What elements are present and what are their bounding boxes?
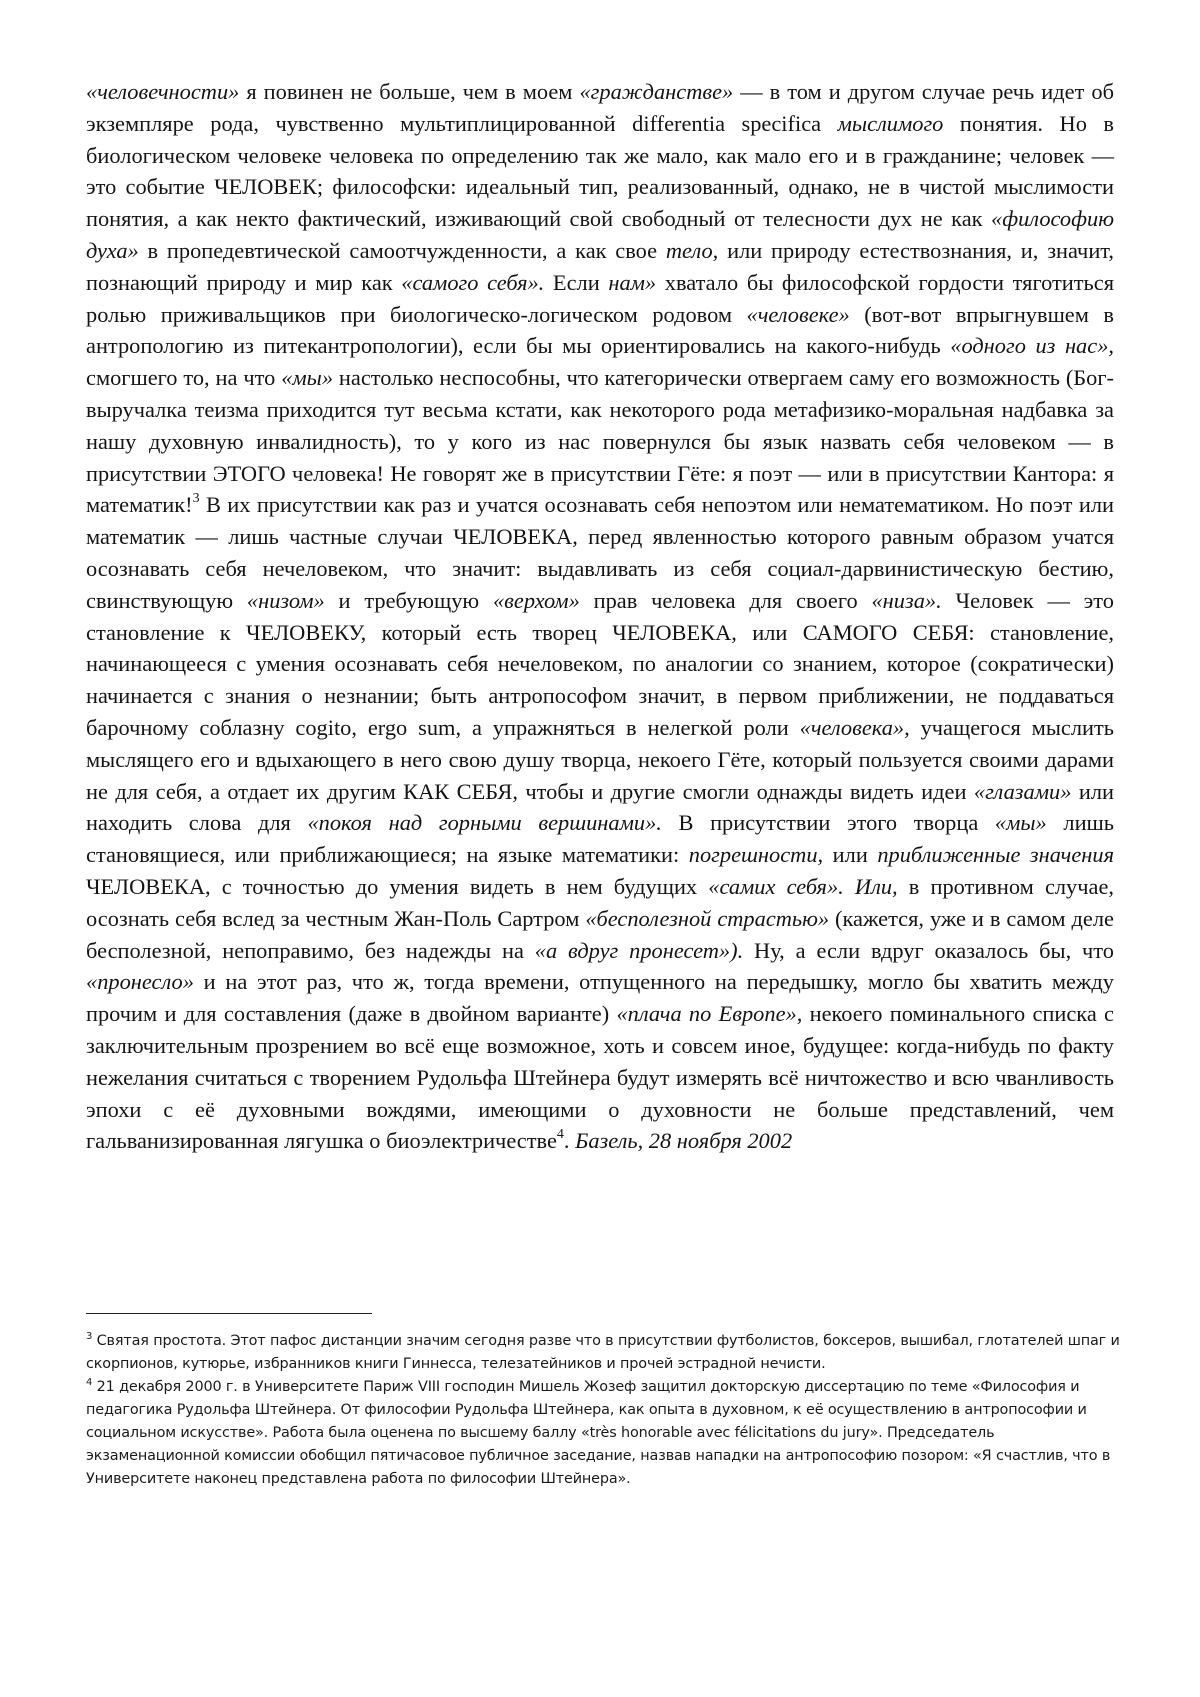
italic-term: «а вдруг пронесет»). (534, 937, 744, 963)
italic-term: тело, (665, 237, 719, 263)
italic-term: «верхом» (492, 587, 580, 613)
text-run: лишь становящиеся, или приближающиеся; на языке математики: (86, 810, 1114, 868)
text-run: В их присутствии как раз и учатся осознавать себя непоэтом или нематематиком. Но поэт или математик — лишь частные случаи ЧЕЛОВЕКА, перед явленностью которого равным образом учатся осознавать себя нечеловеком, что значит: выдавливать из себя социал-дарвинистическую бестию, свинствующую (86, 492, 1114, 613)
italic-term: приближенные значения (877, 842, 1114, 868)
italic-term: погрешности, (688, 842, 824, 868)
italic-term: «философию духа» (86, 206, 1114, 263)
italic-term: «человека», (799, 714, 910, 740)
italic-term: «самого себя». (401, 269, 545, 295)
footnote-3 (86, 1330, 1126, 1376)
italic-term: «гражданстве» (579, 79, 734, 104)
italic-term: «мы» (281, 365, 334, 391)
text-run: или (823, 842, 878, 868)
text-run: Если (544, 269, 609, 295)
place-date: Базель, 28 ноября 2002 (575, 1128, 793, 1154)
footnote-marker: 3 (86, 1331, 93, 1343)
text-run: учащегося мыслить мыслящего его и вдыхающего в него свою душу творца, некоего Гёте, который пользуется своими дарами не для себя, а отдает их другим КАК СЕБЯ, чтобы и другие смогли однажды видеть идеи (86, 714, 1114, 804)
text-run: или природу естествознания, и, значит, познающий природу и мир как (86, 237, 1114, 295)
text-run: Человек — это становление к ЧЕЛОВЕКУ, который есть творец ЧЕЛОВЕКА, или САМОГО СЕБЯ: становление, начинающееся с умения осознавать себя нечеловеком, по аналогии со знанием, которое (сократически) начинается с знания о незнании; быть антропософом значит, в первом приближении, не поддаваться барочному соблазну cogito, ergo sum, а упражняться в нелегкой роли (86, 587, 1114, 740)
text-run: я повинен не больше, чем в моем (239, 79, 580, 104)
italic-term: «плача по Европе», (616, 1001, 803, 1027)
italic-term: нам» (608, 269, 657, 295)
footnote-ref-4[interactable]: 4 (556, 1126, 564, 1142)
footnote-marker: 4 (86, 1377, 93, 1389)
italic-term: «низа». (871, 587, 942, 613)
text-run: (вот-вот впрыгнувшем в антропологию из питекантропологии), если бы мы ориентировались на какого-нибудь (86, 301, 1114, 359)
text-run: . (563, 1128, 576, 1154)
italic-term: «самих себя». Или, (708, 873, 898, 899)
italic-term: «покоя над горными вершинами». (307, 810, 662, 836)
main-paragraph (86, 76, 1114, 1157)
text-run: и на этот раз, что ж, тогда времени, отпущенного на передышку, могло бы хватить между прочим и для составления (даже в двойном варианте) (86, 969, 1114, 1027)
footnote-divider (86, 1313, 372, 1314)
footnote-4 (86, 1376, 1126, 1491)
text-run: прав человека для своего (579, 587, 872, 613)
text-run: — в том и другом случае речь идет об экземпляре рода, чувственно мультиплицированной differentia specifica (86, 79, 1114, 136)
text-run: некоего поминального списка с заключительным прозрением во всё еще возможное, хоть и совсем иное, будущее: когда-нибудь по факту нежелания считаться с творением Рудольфа Штейнера будут измерять всё ничтожество и всю чванливость эпохи с её духовными вождями, имеющими о духовности не больше представлений, чем гальванизированная лягушка о биоэлектричестве (86, 1001, 1114, 1154)
italic-term: «глазами» (973, 778, 1072, 804)
italic-term: «мы» (994, 810, 1047, 836)
text-run: смогшего то, на что (86, 365, 282, 391)
italic-term: мыслимого (837, 110, 944, 136)
footnote-text: 21 декабря 2000 г. в Университете Париж VIII господин Мишель Жозеф защитил докторскую диссертацию по теме «Философия и педагогика Рудольфа Штейнера. От философии Рудольфа Штейнера, как опыта в духовном, к её осуществлению в антропософии и социальном искусстве». Работа была оценена по высшему баллу «très honorable avec félicitations du jury». Председатель экзаменационной комиссии обобщил пятичасовое публичное заседание, назвав нападки на антропософию позором: «Я счастлив, что в Университете наконец представлена работа по философии Штейнера». (86, 1379, 1111, 1487)
footnote-ref-3[interactable]: 3 (192, 490, 200, 506)
text-run: в противном случае, осознать себя вслед за честным Жан-Поль Сартром (86, 873, 1114, 931)
text-run: в пропедевтической самоотчужденности, а как свое (138, 237, 666, 263)
text-run: Ну, а если вдруг оказалось бы, что (743, 937, 1114, 963)
text-run: ЧЕЛОВЕКА, с точностью до умения видеть в нем будущих (86, 873, 709, 899)
text-run: понятия. Но в биологическом человеке человека по определению так же мало, как мало его и в гражданине; человек — это событие ЧЕЛОВЕК; философски: идеальный тип, реализованный, однако, не в чистой мыслимости понятия, а как некто фактический, изживающий свой свободный от телесности дух не как (86, 110, 1114, 232)
italic-term: «человеке» (746, 301, 850, 327)
text-run: хватало бы философской гордости тяготиться ролью приживальщиков при биологическо-логическом родовом (86, 269, 1114, 327)
italic-term: «человечности» (86, 79, 240, 104)
italic-term: «пронесло» (86, 969, 194, 995)
italic-term: «одного из нас», (950, 333, 1114, 359)
italic-term: «бесполезной страстью» (585, 905, 830, 931)
text-run: настолько неспособны, что категорически отвергаем саму его возможность (Бог-выручалка теизма приходится тут весьма кстати, как некоторого рода метафизико-моральная надбавка за нашу духовную инвалидность), то у кого из нас повернулся бы язык назвать себя человеком — в присутствии ЭТОГО человека! Не говорят же в присутствии Гёте: я поэт — или в присутствии Кантора: я математик! (86, 365, 1115, 518)
footnotes (86, 1330, 1126, 1491)
italic-term: «низом» (246, 587, 325, 613)
text-run: В присутствии этого творца (661, 810, 995, 836)
text-run: (кажется, уже и в самом деле бесполезной, непоправимо, без надежды на (86, 905, 1114, 963)
body-text (86, 76, 1114, 1157)
text-run: или находить слова для (86, 778, 1114, 836)
footnote-text: Святая простота. Этот пафос дистанции значим сегодня разве что в присутствии футболистов, боксеров, вышибал, глотателей шпаг и скорпионов, кутюрье, избранников книги Гиннесса, телезатейников и прочей эстрадной нечисти. (86, 1333, 1120, 1372)
text-run: и требующую (324, 587, 493, 613)
